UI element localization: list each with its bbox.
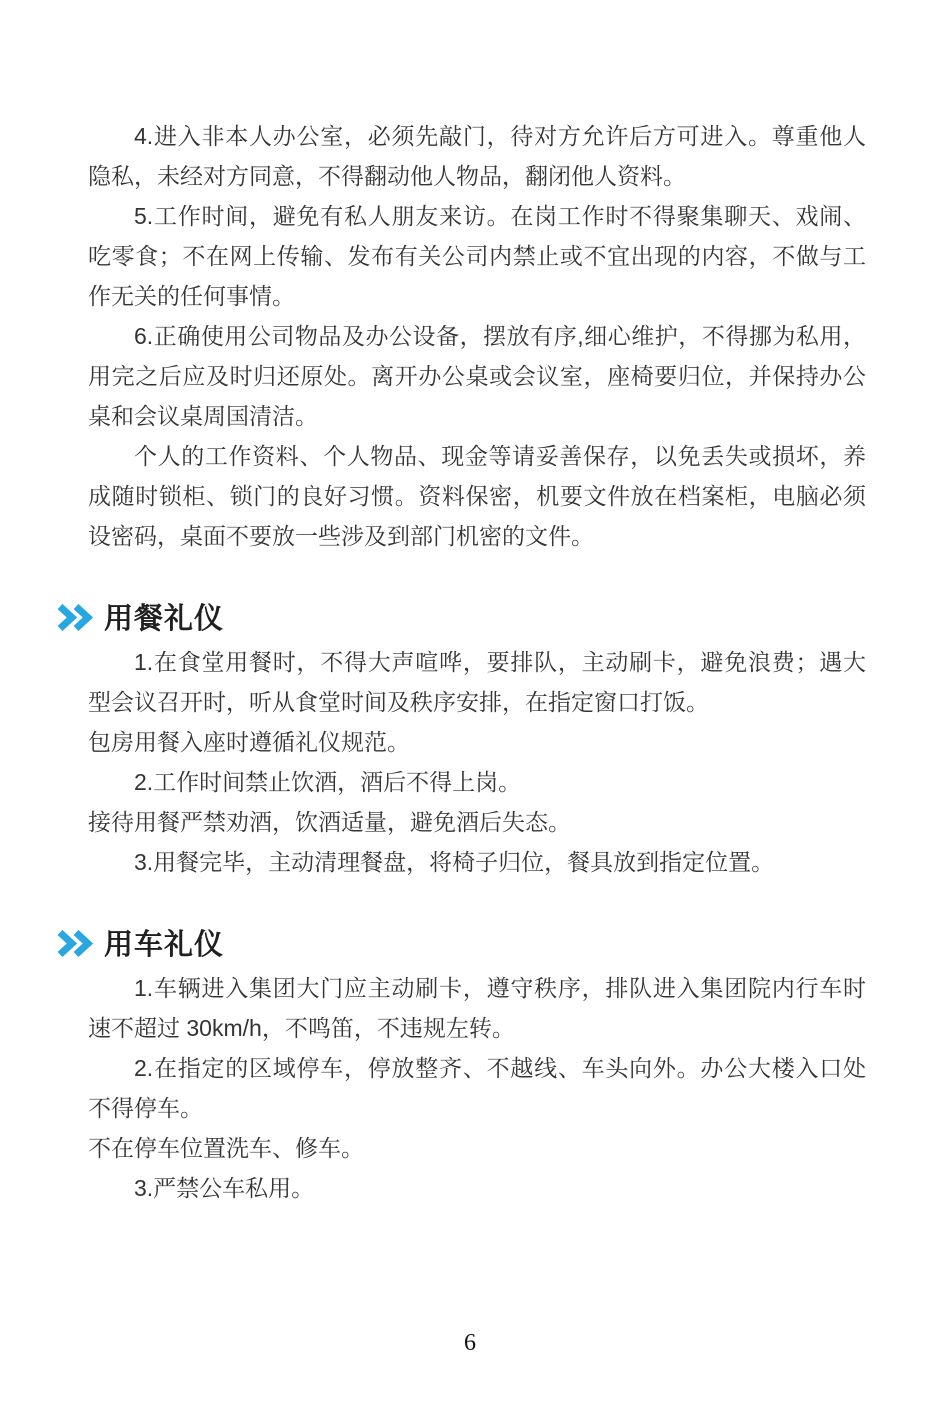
page-content — [88, 116, 866, 1208]
paragraph: 包房用餐入座时遵循礼仪规范。 — [88, 729, 410, 755]
section-heading-vehicle — [57, 924, 866, 960]
paragraph: 个人的工作资料、个人物品、现金等请妥善保存，以免丢失或损坏，养成随时锁柜、锁门的良好习惯。资料保密，机要文件放在档案柜，电脑必须设密码，桌面不要放一些涉及到部门机密的文件。 — [88, 443, 866, 549]
paragraph: 5.工作时间，避免有私人朋友来访。在岗工作时不得聚集聊天、戏闹、吃零食；不在网上传输、发布有关公司内禁止或不宜出现的内容，不做与工作无关的任何事情。 — [88, 203, 866, 309]
paragraph: 接待用餐严禁劝酒，饮酒适量，避免酒后失态。 — [88, 809, 571, 835]
page-number: 6 — [464, 1330, 476, 1356]
double-chevron-icon — [57, 604, 93, 631]
section-title: 用餐礼仪 — [104, 602, 225, 635]
paragraph: 3.用餐完毕，主动清理餐盘，将椅子归位，餐具放到指定位置。 — [134, 849, 775, 875]
paragraph: 6.正确使用公司物品及办公设备，摆放有序,细心维护，不得挪为私用，用完之后应及时归还原处。离开办公桌或会议室，座椅要归位，并保持办公桌和会议桌周国清洁。 — [88, 323, 866, 429]
paragraph: 1.车辆进入集团大门应主动刷卡，遵守秩序，排队进入集团院内行车时速不超过 30km/h，不鸣笛，不违规左转。 — [88, 975, 866, 1041]
paragraph: 3.严禁公车私用。 — [134, 1175, 315, 1201]
paragraph: 2.工作时间禁止饮酒，酒后不得上岗。 — [134, 769, 522, 795]
section-heading-dining — [57, 598, 866, 634]
section-title: 用车礼仪 — [104, 928, 225, 961]
paragraph: 不在停车位置洗车、修车。 — [88, 1135, 364, 1161]
paragraph: 4.进入非本人办公室，必须先敲门，待对方允许后方可进入。尊重他人隐私，未经对方同意，不得翻动他人物品，翻闭他人资料。 — [88, 123, 866, 189]
paragraph: 2.在指定的区域停车，停放整齐、不越线、车头向外。办公大楼入口处不得停车。 — [88, 1055, 866, 1121]
double-chevron-icon — [57, 930, 93, 957]
paragraph: 1.在食堂用餐时，不得大声喧哗，要排队，主动刷卡，避免浪费；遇大型会议召开时，听从食堂时间及秩序安排，在指定窗口打饭。 — [88, 649, 866, 715]
